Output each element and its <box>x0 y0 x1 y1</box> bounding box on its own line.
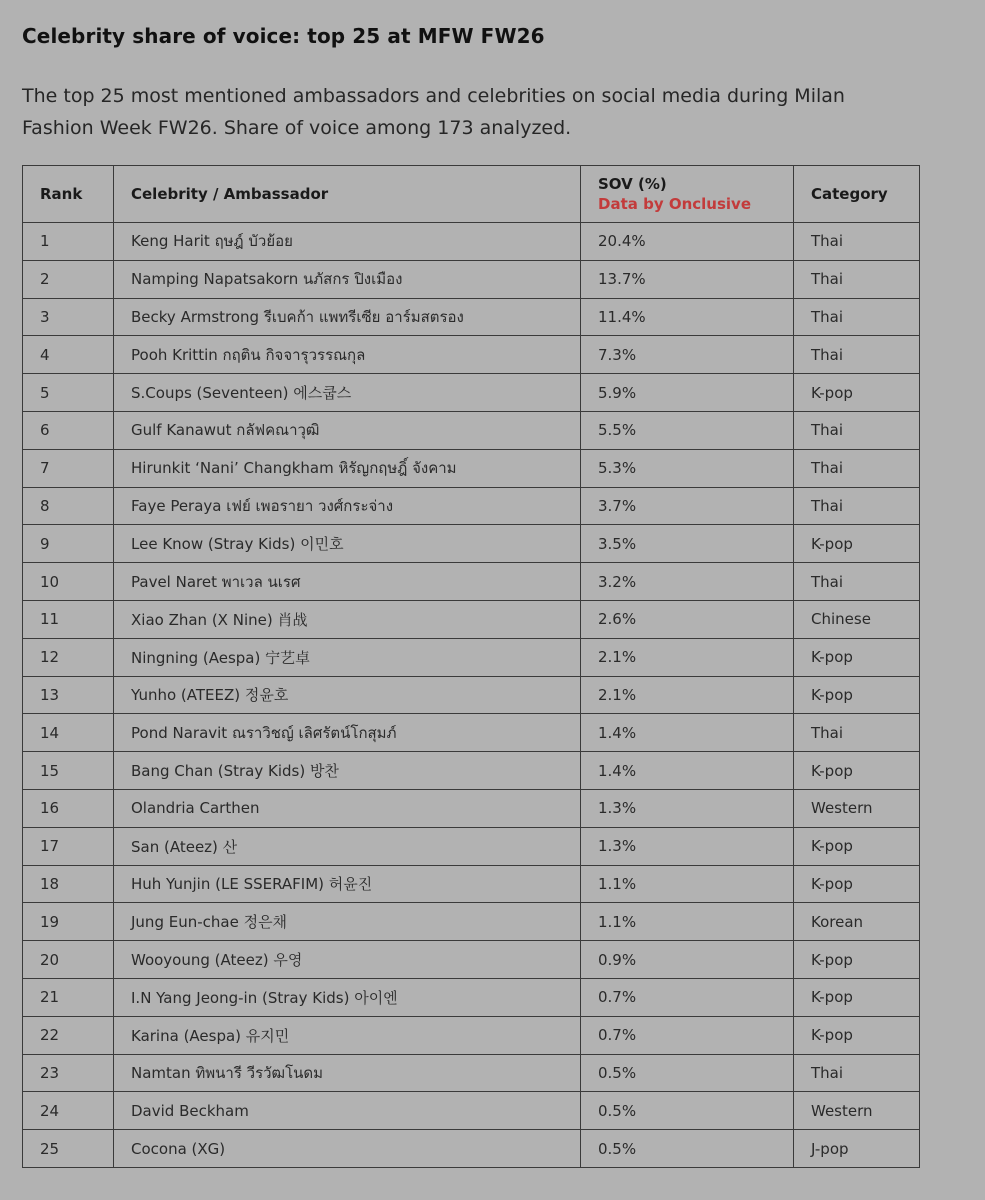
header-name: Celebrity / Ambassador <box>114 166 581 223</box>
cell-category: K-pop <box>794 676 920 714</box>
table-row <box>23 752 920 790</box>
cell-sov: 3.2% <box>581 563 794 601</box>
cell-rank: 13 <box>23 676 114 714</box>
sov-table <box>22 165 920 1168</box>
cell-category: K-pop <box>794 978 920 1016</box>
cell-sov: 0.7% <box>581 1016 794 1054</box>
cell-rank: 22 <box>23 1016 114 1054</box>
cell-category: K-pop <box>794 374 920 412</box>
cell-rank: 8 <box>23 487 114 525</box>
cell-sov: 0.9% <box>581 941 794 979</box>
cell-name: Namtan ทิพนารี วีรวัฒโนดม <box>114 1054 581 1092</box>
table-row <box>23 411 920 449</box>
table-row <box>23 676 920 714</box>
cell-sov: 3.7% <box>581 487 794 525</box>
cell-rank: 14 <box>23 714 114 752</box>
cell-name: Pooh Krittin กฤติน กิจจารุวรรณกุล <box>114 336 581 374</box>
table-row <box>23 260 920 298</box>
cell-rank: 9 <box>23 525 114 563</box>
cell-category: Western <box>794 789 920 827</box>
cell-name: Karina (Aespa) 유지민 <box>114 1016 581 1054</box>
table-row <box>23 298 920 336</box>
cell-rank: 2 <box>23 260 114 298</box>
cell-category: Thai <box>794 563 920 601</box>
cell-category: Thai <box>794 449 920 487</box>
cell-name: Cocona (XG) <box>114 1130 581 1168</box>
table-row <box>23 1016 920 1054</box>
cell-category: Thai <box>794 714 920 752</box>
cell-category: K-pop <box>794 638 920 676</box>
cell-category: Korean <box>794 903 920 941</box>
cell-rank: 6 <box>23 411 114 449</box>
cell-name: S.Coups (Seventeen) 에스쿱스 <box>114 374 581 412</box>
cell-category: Chinese <box>794 600 920 638</box>
page-title: Celebrity share of voice: top 25 at MFW FW26 <box>22 24 545 48</box>
header-rank: Rank <box>23 166 114 223</box>
table-row <box>23 223 920 261</box>
cell-sov: 2.6% <box>581 600 794 638</box>
cell-name: Ningning (Aespa) 宁艺卓 <box>114 638 581 676</box>
cell-sov: 1.4% <box>581 714 794 752</box>
cell-rank: 10 <box>23 563 114 601</box>
cell-rank: 18 <box>23 865 114 903</box>
cell-rank: 17 <box>23 827 114 865</box>
cell-sov: 0.5% <box>581 1092 794 1130</box>
cell-name: San (Ateez) 산 <box>114 827 581 865</box>
cell-name: Hirunkit ‘Nani’ Changkham หิรัญกฤษฎิ์ จังคาม <box>114 449 581 487</box>
table-row <box>23 336 920 374</box>
cell-sov: 0.5% <box>581 1130 794 1168</box>
cell-sov: 1.1% <box>581 865 794 903</box>
table-row <box>23 525 920 563</box>
cell-name: I.N Yang Jeong-in (Stray Kids) 아이엔 <box>114 978 581 1016</box>
cell-name: Bang Chan (Stray Kids) 방찬 <box>114 752 581 790</box>
table-header <box>23 166 920 223</box>
cell-category: Western <box>794 1092 920 1130</box>
cell-sov: 1.3% <box>581 789 794 827</box>
cell-sov: 13.7% <box>581 260 794 298</box>
header-sov-label: SOV (%) <box>598 175 667 193</box>
cell-name: Yunho (ATEEZ) 정윤호 <box>114 676 581 714</box>
cell-rank: 19 <box>23 903 114 941</box>
cell-sov: 3.5% <box>581 525 794 563</box>
cell-sov: 5.3% <box>581 449 794 487</box>
table-row <box>23 865 920 903</box>
header-row <box>23 166 920 223</box>
cell-category: K-pop <box>794 865 920 903</box>
cell-rank: 7 <box>23 449 114 487</box>
cell-sov: 0.5% <box>581 1054 794 1092</box>
header-sov <box>581 166 794 223</box>
table-row <box>23 1130 920 1168</box>
cell-name: Jung Eun-chae 정은채 <box>114 903 581 941</box>
cell-name: Pavel Naret พาเวล นเรศ <box>114 563 581 601</box>
cell-rank: 21 <box>23 978 114 1016</box>
cell-name: Gulf Kanawut กลัฟคณาวุฒิ <box>114 411 581 449</box>
cell-category: K-pop <box>794 941 920 979</box>
cell-sov: 11.4% <box>581 298 794 336</box>
data-credit: Data by Onclusive <box>598 195 751 213</box>
cell-name: Pond Naravit ณราวิชญ์ เลิศรัตน์โกสุมภ์ <box>114 714 581 752</box>
cell-name: David Beckham <box>114 1092 581 1130</box>
cell-rank: 5 <box>23 374 114 412</box>
cell-rank: 11 <box>23 600 114 638</box>
cell-rank: 23 <box>23 1054 114 1092</box>
table-row <box>23 789 920 827</box>
cell-sov: 2.1% <box>581 676 794 714</box>
cell-name: Keng Harit ฤษฎ์ บัวย้อย <box>114 223 581 261</box>
cell-category: K-pop <box>794 827 920 865</box>
cell-category: Thai <box>794 298 920 336</box>
table-row <box>23 487 920 525</box>
cell-category: K-pop <box>794 752 920 790</box>
cell-category: Thai <box>794 411 920 449</box>
cell-name: Lee Know (Stray Kids) 이민호 <box>114 525 581 563</box>
table-row <box>23 449 920 487</box>
cell-rank: 15 <box>23 752 114 790</box>
cell-rank: 20 <box>23 941 114 979</box>
cell-rank: 24 <box>23 1092 114 1130</box>
cell-category: K-pop <box>794 1016 920 1054</box>
cell-sov: 20.4% <box>581 223 794 261</box>
cell-name: Becky Armstrong รีเบคก้า แพทรีเซีย อาร์มสตรอง <box>114 298 581 336</box>
table-row <box>23 1054 920 1092</box>
cell-category: Thai <box>794 336 920 374</box>
table-row <box>23 714 920 752</box>
cell-rank: 25 <box>23 1130 114 1168</box>
cell-sov: 7.3% <box>581 336 794 374</box>
cell-category: Thai <box>794 223 920 261</box>
cell-sov: 1.4% <box>581 752 794 790</box>
cell-category: Thai <box>794 1054 920 1092</box>
cell-sov: 1.1% <box>581 903 794 941</box>
table-row <box>23 941 920 979</box>
cell-rank: 1 <box>23 223 114 261</box>
table-row <box>23 638 920 676</box>
cell-category: J-pop <box>794 1130 920 1168</box>
header-category: Category <box>794 166 920 223</box>
table-row <box>23 1092 920 1130</box>
cell-sov: 0.7% <box>581 978 794 1016</box>
page-subtitle: The top 25 most mentioned ambassadors and celebrities on social media during Milan Fashion Week FW26. Share of voice among 173 analyzed. <box>22 85 845 139</box>
cell-rank: 12 <box>23 638 114 676</box>
table-row <box>23 978 920 1016</box>
cell-name: Huh Yunjin (LE SSERAFIM) 허윤진 <box>114 865 581 903</box>
cell-name: Faye Peraya เฟย์ เพอรายา วงศ์กระจ่าง <box>114 487 581 525</box>
cell-sov: 5.5% <box>581 411 794 449</box>
table-row <box>23 374 920 412</box>
cell-category: K-pop <box>794 525 920 563</box>
table-body <box>23 223 920 1168</box>
cell-category: Thai <box>794 487 920 525</box>
cell-rank: 3 <box>23 298 114 336</box>
cell-rank: 4 <box>23 336 114 374</box>
table-row <box>23 827 920 865</box>
cell-rank: 16 <box>23 789 114 827</box>
cell-category: Thai <box>794 260 920 298</box>
cell-name: Xiao Zhan (X Nine) 肖战 <box>114 600 581 638</box>
cell-sov: 2.1% <box>581 638 794 676</box>
table-row <box>23 600 920 638</box>
cell-name: Wooyoung (Ateez) 우영 <box>114 941 581 979</box>
table-row <box>23 563 920 601</box>
cell-sov: 1.3% <box>581 827 794 865</box>
cell-name: Namping Napatsakorn นภัสกร ปิงเมือง <box>114 260 581 298</box>
table-row <box>23 903 920 941</box>
cell-sov: 5.9% <box>581 374 794 412</box>
cell-name: Olandria Carthen <box>114 789 581 827</box>
